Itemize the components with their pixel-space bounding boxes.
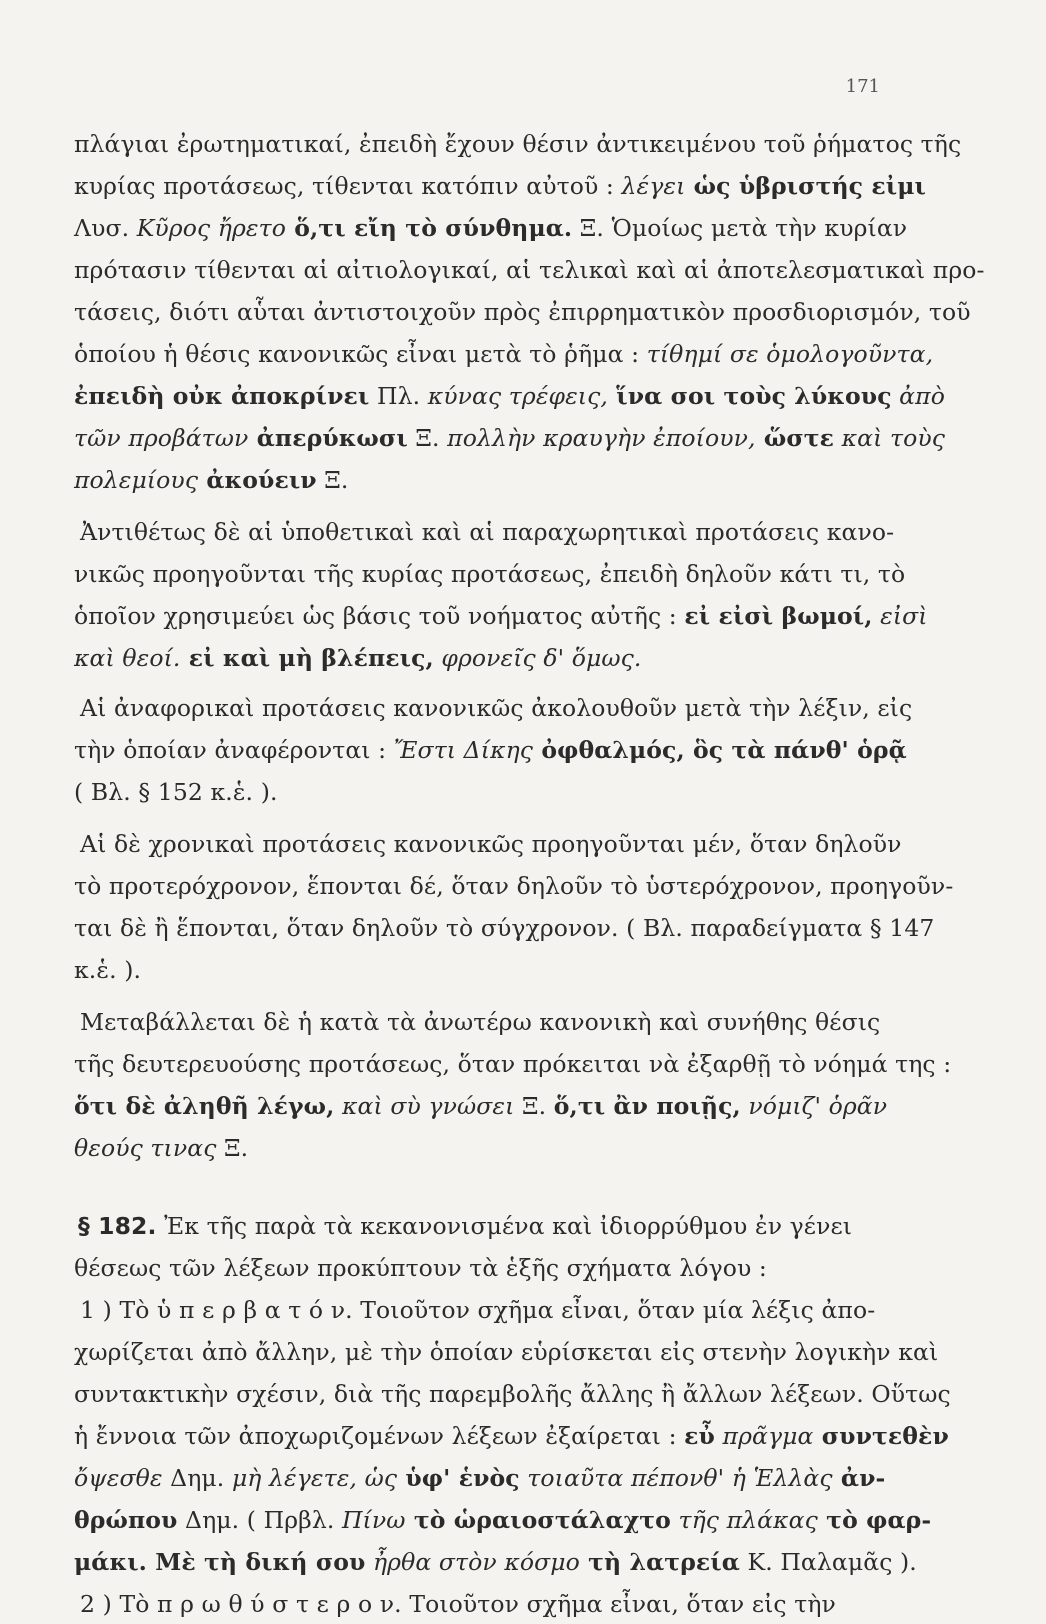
text-run: τῆς δευτερευούσης προτάσεως, ὅταν πρόκειται νὰ ἐξαρθῇ τὸ νόημά της : xyxy=(74,1050,952,1078)
text-run: χωρίζεται ἀπὸ ἄλλην, μὲ τὴν ὁποίαν εὑρίσκεται εἰς στενὴν λογικὴν καὶ xyxy=(74,1338,939,1366)
text-line xyxy=(74,1500,932,1540)
bold-text-run: τὸ φαρ- xyxy=(817,1506,932,1534)
text-line xyxy=(80,1290,874,1330)
bold-text-run: ὡς ὑβριστής εἰμι xyxy=(685,172,926,200)
text-line xyxy=(74,418,945,458)
italic-text-run: Πίνω xyxy=(341,1506,406,1534)
text-run: Αἱ ἀναφορικαὶ προτάσεις κανονικῶς ἀκολουθοῦν μετὰ τὴν λέξιν, εἰς xyxy=(80,694,913,722)
italic-text-run: καὶ τοὺς xyxy=(834,424,945,452)
italic-text-run: πολεμίους xyxy=(74,466,199,494)
text-run: θέσεως τῶν λέξεων προκύπτουν τὰ ἑξῆς σχήματα λόγου : xyxy=(74,1254,767,1282)
text-line xyxy=(74,1374,951,1414)
italic-text-run: τοιαῦτα πέπονθ' ἡ Ἑλλὰς xyxy=(519,1464,833,1492)
text-run: νικῶς προηγοῦνται τῆς κυρίας προτάσεως, ἐπειδὴ δηλοῦν κάτι τι, τὸ xyxy=(74,560,906,588)
text-line xyxy=(74,730,907,770)
section-number: § 182. xyxy=(78,1212,157,1240)
text-line xyxy=(74,638,874,678)
italic-text-run: Κῦρος ἤρετο xyxy=(136,214,286,242)
text-run: Κ. Παλαμᾶς ). xyxy=(739,1548,917,1576)
text-line xyxy=(74,1248,874,1288)
text-line xyxy=(74,334,934,374)
text-run: τὸ προτερόχρονον, ἕπονται δέ, ὅταν δηλοῦν τὸ ὑστερόχρονον, προηγοῦν- xyxy=(74,872,954,900)
text-run: τὴν ὁποίαν ἀναφέρονται : xyxy=(74,736,394,764)
italic-text-run: ὄψεσθε xyxy=(74,1464,163,1492)
italic-text-run: φρονεῖς δ' ὅμως. xyxy=(433,644,642,672)
text-run: Ἀντιθέτως δὲ αἱ ὑποθετικαὶ καὶ αἱ παραχωρητικαὶ προτάσεις κανο- xyxy=(80,518,895,546)
text-line xyxy=(80,824,902,864)
text-line xyxy=(74,250,985,290)
text-line xyxy=(74,292,971,332)
text-line xyxy=(74,554,906,594)
text-run: Λυσ. xyxy=(74,214,137,242)
text-run: 1 ) Τὸ ὑ π ε ρ β α τ ό ν. Τοιοῦτον σχῆμα εἶναι, ὅταν μία λέξις ἀπο- xyxy=(80,1296,876,1324)
italic-text-run: καὶ σὺ γνώσει xyxy=(334,1092,515,1120)
text-line xyxy=(74,1542,917,1582)
bold-text-run: ὑφ' ἑνὸς xyxy=(397,1464,520,1492)
italic-text-run: νόμιζ' ὁρᾶν xyxy=(740,1092,888,1120)
bold-text-run: ὅ,τι ἂν ποιῇς, xyxy=(553,1092,741,1120)
bold-text-run: τὴ λατρεία xyxy=(579,1548,740,1576)
bold-text-run: ἵνα σοι τοὺς λύκους xyxy=(607,382,892,410)
text-run: Ξ. xyxy=(216,1134,249,1162)
italic-text-run: τίθημί σε ὁμολογοῦντα, xyxy=(646,340,934,368)
italic-text-run: λέγει xyxy=(621,172,686,200)
bold-text-run: συντεθὲν xyxy=(813,1422,949,1450)
text-line xyxy=(74,772,874,812)
text-run: 2 ) Τὸ π ρ ω θ ύ σ τ ε ρ ο ν. Τοιοῦτον σχῆμα εἶναι, ὅταν εἰς τὴν xyxy=(80,1590,836,1618)
bold-text-run: μάκι. Μὲ τὴ δική σου xyxy=(74,1548,366,1576)
text-line xyxy=(74,866,954,906)
text-line xyxy=(74,908,935,948)
italic-text-run: πολλὴν κραυγὴν ἐποίουν, xyxy=(447,424,756,452)
bold-text-run: ὅτι δὲ ἀληθῆ λέγω, xyxy=(74,1092,335,1120)
text-run: κυρίας προτάσεως, τίθενται κατόπιν αὐτοῦ : xyxy=(74,172,622,200)
text-run: Αἱ δὲ χρονικαὶ προτάσεις κανονικῶς προηγοῦνται μέν, ὅταν δηλοῦν xyxy=(80,830,902,858)
text-line xyxy=(74,376,945,416)
bold-text-run: ἀν- xyxy=(832,1464,886,1492)
italic-text-run: ἦρθα στὸν κόσμο xyxy=(365,1548,580,1576)
text-line xyxy=(80,688,913,728)
text-run: Ἐκ τῆς παρὰ τὰ κεκανονισμένα καὶ ἰδιορρύθμου ἐν γένει xyxy=(156,1212,853,1240)
text-run: τάσεις, διότι αὗται ἀντιστοιχοῦν πρὸς ἐπιρρηματικὸν προσδιορισμόν, τοῦ xyxy=(74,298,971,326)
text-line xyxy=(74,596,928,636)
text-run: Πλ. xyxy=(369,382,428,410)
text-run: Ξ. Ὁμοίως μετὰ τὴν κυρίαν xyxy=(572,214,908,242)
bold-text-run: θρώπου xyxy=(74,1506,178,1534)
text-run: Μεταβάλλεται δὲ ἡ κατὰ τὰ ἀνωτέρω κανονικὴ καὶ συνήθης θέσις xyxy=(80,1008,881,1036)
page-number: 171 xyxy=(845,76,880,97)
text-line xyxy=(74,1128,874,1168)
bold-text-run: ὥστε xyxy=(755,424,835,452)
italic-text-run: εἰσὶ xyxy=(872,602,928,630)
text-run: Δημ. ( Πρβλ. xyxy=(177,1506,342,1534)
text-line xyxy=(74,1086,888,1126)
text-line xyxy=(74,1044,952,1084)
italic-text-run: τῆς πλάκας xyxy=(670,1506,818,1534)
italic-text-run: μὴ λέγετε, ὡς xyxy=(231,1464,398,1492)
text-line xyxy=(74,1416,949,1456)
text-run: Ξ. xyxy=(514,1092,554,1120)
bold-text-run: ἀπερύκωσι xyxy=(248,424,408,452)
text-line xyxy=(74,1458,886,1498)
italic-text-run: πρᾶγμα xyxy=(714,1422,814,1450)
text-line xyxy=(80,1584,874,1624)
text-run: Δημ. xyxy=(162,1464,232,1492)
text-line xyxy=(74,460,874,500)
text-line xyxy=(74,124,962,164)
bold-text-run: εὖ xyxy=(684,1422,715,1450)
text-run: ἡ ἔννοια τῶν ἀποχωριζομένων λέξεων ἐξαίρεται : xyxy=(74,1422,685,1450)
text-line xyxy=(74,208,908,248)
bold-text-run: τὸ ὡραιοστάλαχτο xyxy=(405,1506,671,1534)
bold-text-run: εἰ καὶ μὴ βλέπεις, xyxy=(180,644,434,672)
text-run: συντακτικὴν σχέσιν, διὰ τῆς παρεμβολῆς ἄλλης ἢ ἄλλων λέξεων. Οὕτως xyxy=(74,1380,951,1408)
text-run: Ξ. xyxy=(407,424,448,452)
text-line xyxy=(80,512,895,552)
bold-text-run: ἀκούειν xyxy=(198,466,317,494)
text-line xyxy=(74,1332,939,1372)
text-run: πρότασιν τίθενται αἱ αἰτιολογικαί, αἱ τελικαὶ καὶ αἱ ἀποτελεσματικαὶ προ- xyxy=(74,256,985,284)
text-run: ται δὲ ἢ ἕπονται, ὅταν δηλοῦν τὸ σύγχρονον. ( Βλ. παραδείγματα § 147 xyxy=(74,914,935,942)
text-run: ὁποίου ἡ θέσις κανονικῶς εἶναι μετὰ τὸ ῥῆμα : xyxy=(74,340,647,368)
italic-text-run: ἀπὸ xyxy=(891,382,945,410)
text-line xyxy=(74,166,926,206)
italic-text-run: Ἔστι Δίκης xyxy=(393,736,534,764)
italic-text-run: καὶ θεοί. xyxy=(74,644,181,672)
text-run: Ξ. xyxy=(316,466,349,494)
bold-text-run: ὀφθαλμός, ὃς τὰ πάνθ' ὁρᾷ xyxy=(533,736,907,764)
text-run: ( Βλ. § 152 κ.ἑ. ). xyxy=(74,778,278,806)
text-line xyxy=(74,950,874,990)
bold-text-run: ἐπειδὴ οὐκ ἀποκρίνει xyxy=(74,382,370,410)
section-heading-line xyxy=(78,1206,878,1246)
bold-text-run: ὅ,τι εἴη τὸ σύνθημα. xyxy=(285,214,573,242)
italic-text-run: θεούς τινας xyxy=(74,1134,217,1162)
text-run: ὁποῖον χρησιμεύει ὡς βάσις τοῦ νοήματος αὐτῆς : xyxy=(74,602,685,630)
italic-text-run: τῶν προβάτων xyxy=(74,424,249,452)
bold-text-run: εἰ εἰσὶ βωμοί, xyxy=(684,602,873,630)
text-line xyxy=(80,1002,881,1042)
italic-text-run: κύνας τρέφεις, xyxy=(427,382,608,410)
text-run: κ.ἑ. ). xyxy=(74,956,142,984)
text-run: πλάγιαι ἐρωτηματικαί, ἐπειδὴ ἔχουν θέσιν ἀντικειμένου τοῦ ῥήματος τῆς xyxy=(74,130,962,158)
